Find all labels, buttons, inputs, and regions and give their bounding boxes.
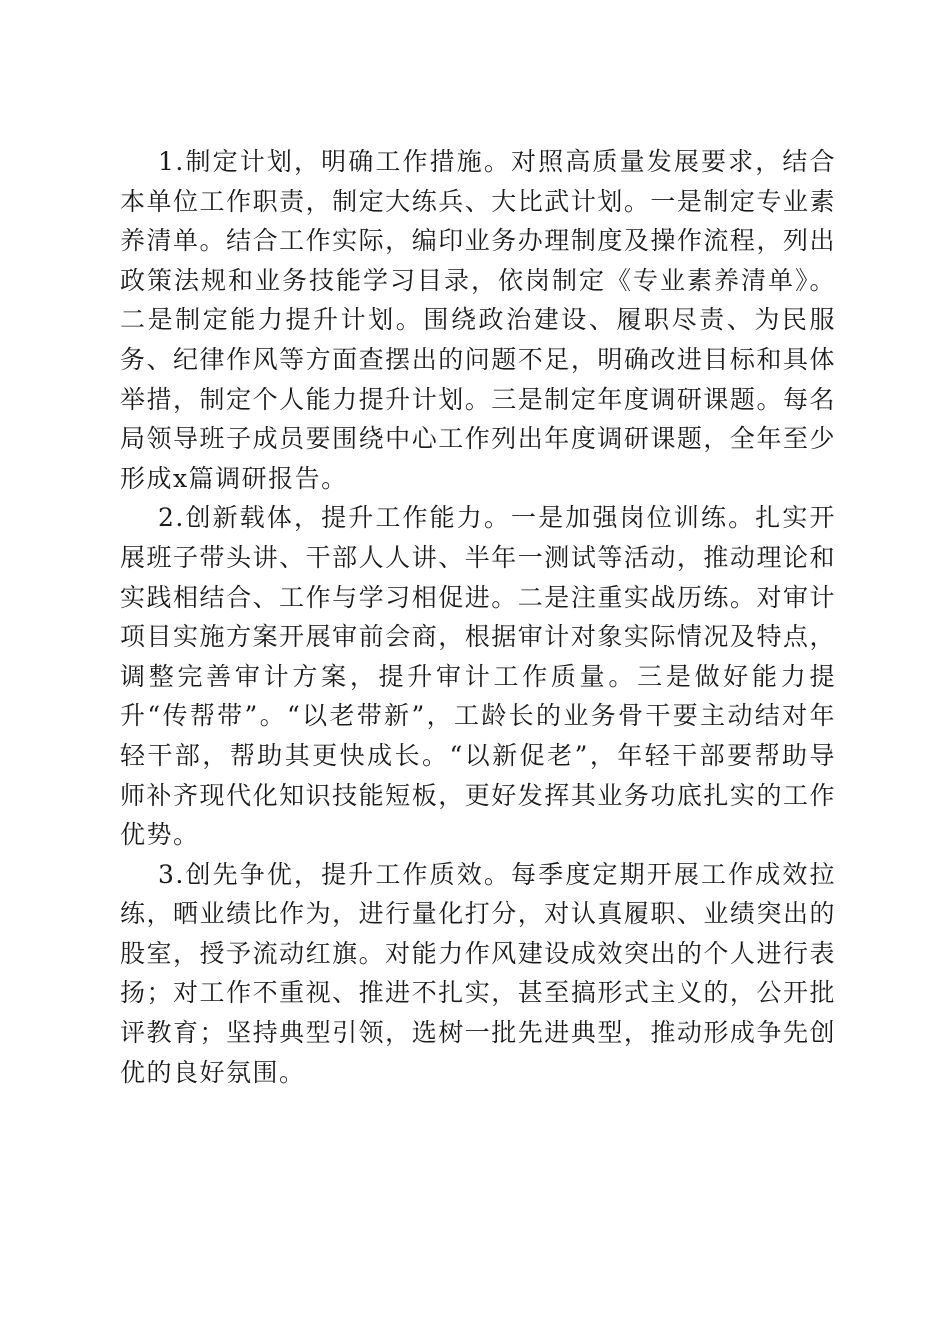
paragraph-excellence: 3.创先争优，提升工作质效。每季度定期开展工作成效拉练，晒业绩比作为，进行量化打分，对认真履职、业绩突出的股室，授予流动红旗。对能力作风建设成效突出的个人进行表扬；对工作不重视、推进不扎实，甚至搞形式主义的，公开批评教育；坚持典型引领，选树一批先进典型，推动形成争先创优的良好氛围。 <box>120 859 836 1087</box>
document-body <box>120 142 836 1092</box>
paragraph-innovation: 2.创新载体，提升工作能力。一是加强岗位训练。扎实开展班子带头讲、干部人人讲、半年一测试等活动，推动理论和实践相结合、工作与学习相促进。二是注重实战历练。对审计项目实施方案开展审前会商，根据审计对象实际情况及特点，调整完善审计方案，提升审计工作质量。三是做好能力提升“传帮带”。“以老带新”，工龄长的业务骨干要主动结对年轻干部，帮助其更快成长。“以新促老”，年轻干部要帮助导师补齐现代化知识技能短板，更好发挥其业务功底扎实的工作优势。 <box>120 503 836 850</box>
paragraph-plan: 1.制定计划，明确工作措施。对照高质量发展要求，结合本单位工作职责，制定大练兵、大比武计划。一是制定专业素养清单。结合工作实际，编印业务办理制度及操作流程，列出政策法规和业务技能学习目录，依岗制定《专业素养清单》。二是制定能力提升计划。围绕政治建设、履职尽责、为民服务、纪律作风等方面查摆出的问题不足，明确改进目标和具体举措，制定个人能力提升计划。三是制定年度调研课题。每名局领导班子成员要围绕中心工作列出年度调研课题，全年至少形成x篇调研报告。 <box>120 147 836 493</box>
